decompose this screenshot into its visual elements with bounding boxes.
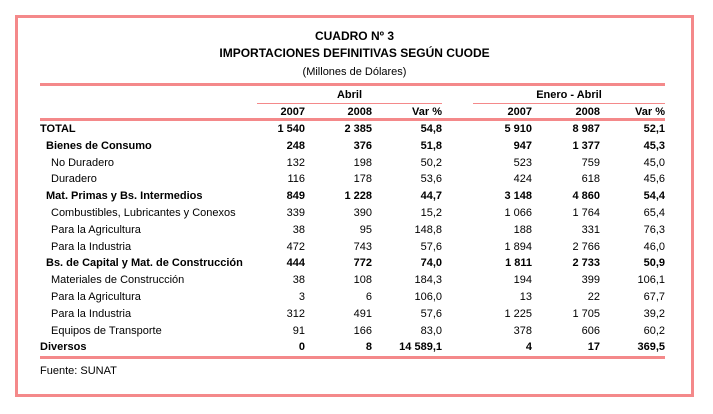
column-group-enero-abril: Enero - Abril: [473, 86, 665, 104]
cell-enero-abril-var: 67,7: [643, 290, 665, 303]
row-label: Materiales de Construcción: [51, 274, 185, 287]
cell-gap: [442, 323, 473, 340]
cell-enero-abril-2008: 22: [587, 290, 600, 303]
table-number-title: CUADRO Nº 3: [314, 29, 395, 43]
table-body: [40, 121, 665, 356]
cell-abril-var: 51,8: [420, 139, 442, 152]
cell-abril-2008: 376: [353, 139, 372, 152]
cell-gap: [442, 171, 473, 188]
cell-gap: [442, 339, 473, 356]
cell-abril-2008: 2 385: [344, 123, 372, 135]
cell-abril-2008: 772: [353, 257, 372, 270]
cell-gap: [442, 289, 473, 306]
table-row: [40, 171, 665, 188]
row-label: Equipos de Transporte: [51, 324, 162, 337]
cell-enero-abril-2007: 194: [513, 274, 532, 287]
table-row: [40, 205, 665, 222]
column-header-gap: [442, 104, 473, 118]
cell-enero-abril-var: 60,2: [643, 324, 665, 337]
group-header-spacer: [40, 86, 257, 104]
cell-enero-abril-2008: 8 987: [572, 123, 600, 135]
cell-enero-abril-2007: 3 148: [504, 190, 532, 203]
row-label: Combustibles, Lubricantes y Conexos: [51, 206, 236, 219]
cell-abril-2007: 472: [286, 240, 305, 253]
cell-abril-var: 50,2: [420, 156, 442, 169]
cell-gap: [442, 121, 473, 138]
table-row: [40, 339, 665, 356]
cell-enero-abril-var: 39,2: [643, 307, 665, 320]
table-row: [40, 138, 665, 155]
cell-abril-var: 184,3: [414, 274, 442, 287]
row-label: Bs. de Capital y Mat. de Construcción: [46, 257, 243, 270]
cell-enero-abril-var: 106,1: [637, 274, 665, 287]
cell-enero-abril-2007: 947: [513, 139, 532, 152]
row-label: Para la Industria: [51, 240, 132, 253]
cell-enero-abril-2007: 523: [513, 156, 532, 169]
row-label: Mat. Primas y Bs. Intermedios: [46, 190, 203, 203]
cell-gap: [442, 188, 473, 205]
cell-enero-abril-2007: 188: [513, 223, 532, 236]
cell-enero-abril-2008: 618: [581, 173, 600, 186]
cell-abril-2007: 132: [286, 156, 305, 169]
cell-enero-abril-2007: 378: [513, 324, 532, 337]
cell-gap: [442, 222, 473, 239]
row-label: Para la Industria: [51, 307, 132, 320]
cell-abril-var: 54,8: [420, 123, 442, 135]
cell-enero-abril-var: 65,4: [643, 206, 665, 219]
cell-abril-var: 106,0: [414, 290, 442, 303]
cell-enero-abril-var: 54,4: [643, 190, 665, 203]
column-header-abril-2007: 2007: [280, 106, 305, 118]
table-row: [40, 239, 665, 256]
cell-abril-2008: 390: [353, 206, 372, 219]
column-header-abril-var: Var %: [412, 106, 442, 118]
row-label: Duradero: [51, 173, 97, 186]
cell-enero-abril-var: 369,5: [637, 341, 665, 354]
cell-gap: [442, 205, 473, 222]
cell-enero-abril-2007: 1 811: [505, 257, 532, 270]
cell-abril-2008: 178: [353, 173, 372, 186]
cell-abril-2007: 444: [286, 257, 305, 270]
cell-abril-2007: 849: [286, 190, 305, 203]
cell-abril-2008: 1 228: [344, 190, 372, 203]
cell-enero-abril-2008: 1 705: [572, 307, 600, 320]
cell-enero-abril-2008: 331: [581, 223, 600, 236]
column-header-enero-abril-2007: 2007: [507, 106, 532, 118]
cell-gap: [442, 306, 473, 323]
table-row: [40, 222, 665, 239]
cell-abril-var: 15,2: [420, 206, 442, 219]
row-label: Para la Agricultura: [51, 223, 141, 236]
cell-abril-2007: 38: [292, 274, 305, 287]
cell-abril-2007: 116: [287, 173, 305, 186]
cell-abril-2008: 198: [353, 156, 372, 169]
cell-gap: [442, 255, 473, 272]
row-label: No Duradero: [51, 156, 114, 169]
cell-enero-abril-2008: 759: [581, 156, 600, 169]
cell-enero-abril-2007: 1 225: [504, 307, 532, 320]
cell-enero-abril-var: 46,0: [643, 240, 665, 253]
cell-abril-var: 14 589,1: [399, 341, 442, 354]
cell-enero-abril-2007: 1 066: [504, 206, 532, 219]
cell-abril-2008: 6: [365, 290, 372, 303]
cell-gap: [442, 239, 473, 256]
column-group-header-row: [40, 86, 665, 104]
column-group-abril: Abril: [257, 86, 442, 104]
table-row: [40, 306, 665, 323]
table-bottom-rule: [40, 356, 665, 359]
source-note: Fuente: SUNAT: [40, 365, 117, 377]
cell-gap: [442, 138, 473, 155]
row-label: Para la Agricultura: [51, 290, 141, 303]
cell-enero-abril-var: 50,9: [643, 257, 665, 270]
table-main-title: IMPORTACIONES DEFINITIVAS SEGÚN CUODE: [219, 46, 490, 60]
cell-abril-2008: 491: [353, 307, 372, 320]
cell-abril-2007: 1 540: [277, 123, 305, 135]
cell-enero-abril-2008: 606: [581, 324, 600, 337]
cell-enero-abril-2007: 424: [513, 173, 532, 186]
cell-abril-2008: 166: [353, 324, 372, 337]
cell-enero-abril-2007: 5 910: [504, 123, 532, 135]
row-label: Diversos: [40, 341, 87, 354]
cell-abril-2007: 248: [286, 139, 305, 152]
column-header-spacer: [40, 104, 257, 118]
cell-abril-2007: 91: [292, 324, 305, 337]
cell-abril-2008: 108: [353, 274, 372, 287]
cell-enero-abril-2008: 4 860: [572, 190, 600, 203]
cell-gap: [442, 272, 473, 289]
table-row: [40, 255, 665, 272]
cell-enero-abril-var: 45,0: [643, 156, 665, 169]
cell-enero-abril-var: 52,1: [643, 123, 665, 135]
row-label: TOTAL: [40, 123, 76, 135]
cell-enero-abril-2008: 2 766: [572, 240, 600, 253]
cell-abril-var: 57,6: [420, 307, 442, 320]
cell-abril-2008: 95: [359, 223, 372, 236]
cell-abril-var: 57,6: [420, 240, 442, 253]
cell-abril-2007: 312: [286, 307, 305, 320]
cell-abril-var: 74,0: [420, 257, 442, 270]
cell-gap: [442, 155, 473, 172]
cell-abril-var: 44,7: [420, 190, 442, 203]
column-header-row: [40, 104, 665, 121]
cell-enero-abril-2008: 1 377: [572, 139, 600, 152]
cell-abril-2007: 3: [298, 290, 305, 303]
column-header-enero-abril-2008: 2008: [575, 106, 600, 118]
cell-abril-var: 53,6: [420, 173, 442, 186]
cell-enero-abril-var: 45,6: [643, 173, 665, 186]
imports-table: [40, 83, 665, 359]
table-row: [40, 155, 665, 172]
table-units-subtitle: (Millones de Dólares): [302, 66, 407, 78]
cell-abril-var: 148,8: [414, 223, 442, 236]
table-row: [40, 272, 665, 289]
cell-enero-abril-2008: 399: [581, 274, 600, 287]
cell-abril-2008: 743: [353, 240, 372, 253]
cell-enero-abril-var: 76,3: [643, 223, 665, 236]
cell-abril-2007: 38: [292, 223, 305, 236]
cell-enero-abril-2008: 17: [587, 341, 600, 354]
column-header-abril-2008: 2008: [347, 106, 372, 118]
column-header-enero-abril-var: Var %: [635, 106, 665, 118]
cell-enero-abril-2007: 1 894: [504, 240, 532, 253]
group-gap: [442, 86, 473, 104]
cell-abril-var: 83,0: [420, 324, 442, 337]
row-label: Bienes de Consumo: [46, 139, 152, 152]
table-row: [40, 188, 665, 205]
cell-abril-2007: 339: [286, 206, 305, 219]
table-row: [40, 121, 665, 138]
cell-enero-abril-2008: 2 733: [572, 257, 600, 270]
cell-abril-2007: 0: [298, 341, 305, 354]
table-row: [40, 289, 665, 306]
cell-enero-abril-2008: 1 764: [572, 206, 600, 219]
cell-enero-abril-2007: 13: [519, 290, 532, 303]
cell-enero-abril-var: 45,3: [643, 139, 665, 152]
cell-abril-2008: 8: [365, 341, 372, 354]
table-row: [40, 323, 665, 340]
cell-enero-abril-2007: 4: [525, 341, 532, 354]
table-frame: [15, 15, 694, 397]
